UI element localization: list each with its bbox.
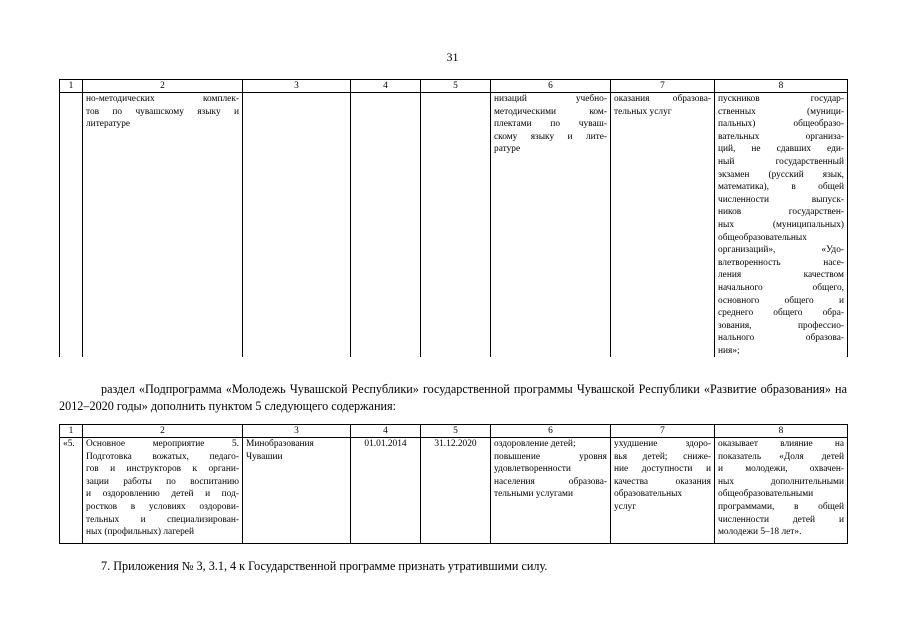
cell-line: ный государственный bbox=[718, 156, 844, 167]
col-header: 3 bbox=[243, 80, 351, 93]
cell-line: молодежи 5–18 лет». bbox=[718, 527, 802, 538]
cell-result bbox=[491, 438, 611, 544]
cell-line: ухудшение здоро- bbox=[614, 439, 711, 449]
col-header: 4 bbox=[351, 80, 421, 93]
annexes-void-paragraph: 7. Приложения № 3, 3.1, 4 к Государственной программе признать утратившими силу. bbox=[101, 559, 548, 573]
col-header: 7 bbox=[611, 80, 715, 93]
cell-line: тельных услуг bbox=[614, 106, 672, 117]
cell-line: оказывает влияние на bbox=[718, 439, 844, 449]
cell-line: ций, не сдавших еди- bbox=[718, 144, 844, 155]
cell-line: но-методических комплек- bbox=[86, 94, 239, 104]
col-header: 8 bbox=[715, 425, 848, 438]
col-header: 3 bbox=[243, 425, 351, 438]
cell-start bbox=[351, 93, 421, 358]
cell-line: удовлетворенности bbox=[494, 464, 571, 475]
col-header: 7 bbox=[611, 425, 715, 438]
cell-consequence bbox=[611, 438, 715, 544]
col-header: 8 bbox=[715, 80, 848, 93]
cell-line: ных (муниципальных) bbox=[718, 219, 844, 230]
cell-line: тельными услугами bbox=[494, 489, 573, 500]
cell-number bbox=[60, 93, 83, 358]
cell-line: ных (профильных) лагерей bbox=[86, 527, 194, 538]
col-header: 5 bbox=[421, 80, 491, 93]
col-header: 2 bbox=[83, 425, 243, 438]
cell-line: и молодежи, охвачен- bbox=[718, 464, 844, 475]
cell-line: общеобразовательных bbox=[718, 232, 807, 243]
cell-executor bbox=[243, 438, 351, 544]
cell-indicator bbox=[715, 438, 848, 544]
cell-line: среднего общего обра- bbox=[718, 308, 844, 319]
cell-line: низаций учебно- bbox=[494, 94, 607, 104]
cell-line: и оздоровлению детей и под- bbox=[86, 489, 239, 500]
cell-line: влетворенность насе- bbox=[718, 257, 844, 268]
cell-line: зования, профессио- bbox=[718, 320, 844, 331]
continuation-table bbox=[59, 79, 848, 357]
cell-line: повышение уровня bbox=[494, 451, 607, 462]
cell-line: оказания образова- bbox=[614, 94, 711, 104]
cell-line: скому языку и лите- bbox=[494, 131, 607, 142]
cell-line: основного общего и bbox=[718, 295, 844, 306]
cell-indicator bbox=[715, 93, 848, 358]
col-header: 1 bbox=[60, 425, 83, 438]
cell-line: пальных) общеобразо- bbox=[718, 119, 844, 130]
col-header: 6 bbox=[491, 80, 611, 93]
cell-result bbox=[491, 93, 611, 358]
cell-line: качества оказания bbox=[614, 476, 711, 487]
page-number: 31 bbox=[446, 50, 459, 64]
cell-line: тов по чувашскому языку и bbox=[86, 106, 239, 117]
cell-line: Основное мероприятие 5. bbox=[86, 439, 239, 449]
cell-activity bbox=[83, 93, 243, 358]
cell-line: оздоровление детей; bbox=[494, 439, 576, 449]
table-header-row bbox=[60, 80, 848, 93]
cell-line: начального общего, bbox=[718, 282, 844, 293]
cell-line: ростков в условиях оздорови- bbox=[86, 501, 239, 512]
cell-start: 01.01.2014 bbox=[351, 438, 421, 544]
cell-line: населения образова- bbox=[494, 476, 607, 487]
cell-line: тельных и специализирован- bbox=[86, 514, 239, 525]
table-row bbox=[60, 93, 848, 358]
cell-end bbox=[421, 93, 491, 358]
col-header: 2 bbox=[83, 80, 243, 93]
col-header: 4 bbox=[351, 425, 421, 438]
cell-line: литературе bbox=[86, 119, 131, 130]
cell-line: гов и инструкторов к органи- bbox=[86, 464, 239, 475]
cell-line: методическими ком- bbox=[494, 106, 607, 117]
cell-line: организаций», «Удо- bbox=[718, 245, 844, 256]
cell-line: показатель «Доля детей bbox=[718, 451, 844, 462]
col-header: 1 bbox=[60, 80, 83, 93]
cell-consequence bbox=[611, 93, 715, 358]
cell-line: экзамен (русский язык, bbox=[718, 169, 844, 180]
col-header: 6 bbox=[491, 425, 611, 438]
cell-number: «5. bbox=[60, 438, 83, 544]
cell-line: ников государствен- bbox=[718, 207, 844, 218]
cell-line: математика), в общей bbox=[718, 182, 844, 193]
cell-line: пускников государ- bbox=[718, 94, 844, 104]
cell-line: Чувашии bbox=[246, 451, 283, 462]
cell-line: ния»; bbox=[718, 345, 740, 356]
cell-line: нального образова- bbox=[718, 333, 844, 344]
cell-line: Подготовка вожатых, педаго- bbox=[86, 451, 239, 462]
section-amendment-paragraph: раздел «Подпрограмма «Молодежь Чувашской Республики» государственной программы Чувашской Республики «Развитие образования» на 2012–2020 годы» дополнить пунктом 5 следующего содержания: bbox=[59, 382, 847, 413]
cell-line: общеобразовательными bbox=[718, 489, 814, 500]
new-item-table bbox=[59, 424, 848, 544]
col-header: 5 bbox=[421, 425, 491, 438]
cell-line: ние доступности и bbox=[614, 464, 711, 475]
cell-line: ственных (муници- bbox=[718, 106, 844, 117]
table-header-row bbox=[60, 425, 848, 438]
table-row bbox=[60, 438, 848, 544]
cell-line: ления качеством bbox=[718, 270, 844, 281]
cell-line: численности детей и bbox=[718, 514, 844, 525]
cell-line: зации работы по воспитанию bbox=[86, 476, 239, 487]
cell-line: образовательных bbox=[614, 489, 683, 500]
cell-line: услуг bbox=[614, 501, 637, 512]
cell-line: вательных организа- bbox=[718, 131, 844, 142]
cell-line: ных дополнительными bbox=[718, 476, 844, 487]
cell-line: плектами по чуваш- bbox=[494, 119, 607, 130]
cell-end: 31.12.2020 bbox=[421, 438, 491, 544]
cell-line: Минобразования bbox=[246, 439, 314, 449]
cell-line: численности выпуск- bbox=[718, 194, 844, 205]
cell-executor bbox=[243, 93, 351, 358]
cell-line: программами, в общей bbox=[718, 501, 844, 512]
cell-activity bbox=[83, 438, 243, 544]
cell-line: вья детей; сниже- bbox=[614, 451, 711, 462]
cell-line: ратуре bbox=[494, 144, 521, 155]
